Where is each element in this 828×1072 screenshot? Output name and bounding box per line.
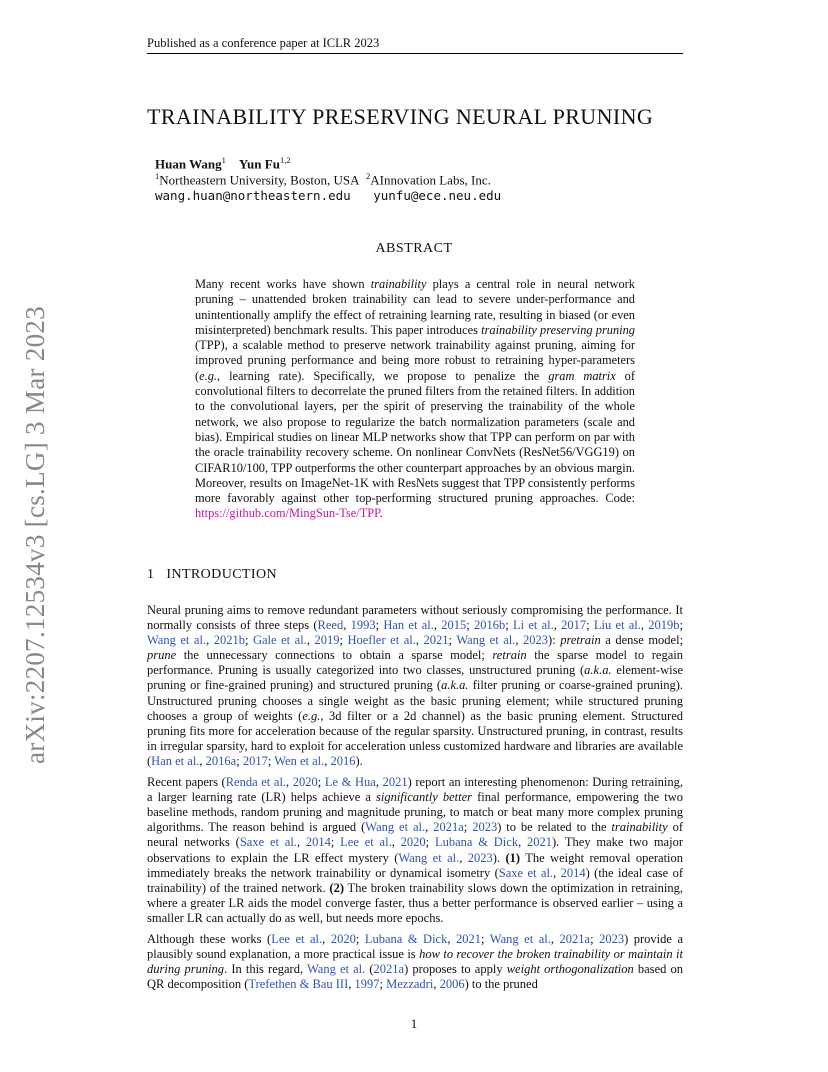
paper-title: TRAINABILITY PRESERVING NEURAL PRUNING bbox=[147, 104, 654, 129]
citation[interactable]: Reed bbox=[317, 618, 344, 633]
citation[interactable]: Wang et al. bbox=[365, 820, 426, 835]
citation[interactable]: Hoefler et al. bbox=[347, 633, 416, 648]
citation[interactable]: Saxe et al. bbox=[239, 835, 297, 850]
citation[interactable]: 2023 bbox=[599, 931, 625, 946]
citation[interactable]: Wen et al. bbox=[274, 753, 325, 768]
section-number: 1 bbox=[147, 567, 155, 582]
citation[interactable]: 2023 bbox=[472, 820, 498, 835]
citation[interactable]: Wang et al. bbox=[147, 633, 207, 648]
citation[interactable]: Wang et al. bbox=[398, 850, 460, 865]
paragraph-2: Recent papers (Renda et al., 2020; Le & Hua, 2021) report an interesting phenomenon: During retraining, a larger learning rate (LR) helps achieve a significantly better final performance, empowering the two baseline methods, random pruning and magnitude pruning, to match or beat many more complex pruning algorithms. The reason behind is argued (Wang et al., 2021a; 2023) to be related to the trainability of neural networks (Saxe et al., 2014; Lee et al., 2020; Lubana & Dick, 2021). They make two major observations to explain the LR effect mystery (Wang et al., 2023). (1) The weight removal operation immediately breaks the network trainability or dynamical isometry (Saxe et al., 2014) (the ideal case of trainability) of the trained network. (2) The broken trainability slows down the optimization in retraining, where a greater LR aids the model converge faster, thus a better performance is observed earlier – using a smaller LR can actually do as well, but needs more epochs. bbox=[147, 775, 684, 925]
email-1: wang.huan@northeastern.edu bbox=[155, 188, 351, 203]
citation[interactable]: 2021b bbox=[213, 633, 245, 648]
citation[interactable]: Wang et al. bbox=[456, 633, 516, 648]
citation[interactable]: Lubana & Dick bbox=[434, 835, 519, 850]
author-2-affil: 1,2 bbox=[279, 155, 291, 165]
citation[interactable]: 2021 bbox=[423, 633, 449, 648]
paragraph-3: Although these works (Lee et al., 2020; Lubana & Dick, 2021; Wang et al., 2021a; 2023) provide a plausibly sound explanation, a more practical issue is how to recover the broken trainability or maintain it during pruning. In this regard, Wang et al. (2021a) proposes to apply weight orthogonalization based on QR decomposition (Trefethen & Bau III, 1997; Mezzadri, 2006) to the pruned bbox=[147, 931, 684, 992]
citation[interactable]: 2020 bbox=[330, 931, 356, 946]
citation[interactable]: 2021 bbox=[456, 931, 482, 946]
citation[interactable]: Lee et al. bbox=[271, 931, 323, 946]
citation[interactable]: Wang et al. bbox=[306, 962, 366, 977]
section-title: INTRODUCTION bbox=[166, 567, 277, 582]
citation[interactable]: 2021 bbox=[382, 775, 408, 790]
citation[interactable]: 2021 bbox=[527, 835, 553, 850]
citation[interactable]: 2023 bbox=[467, 850, 493, 865]
citation[interactable]: 2017 bbox=[242, 753, 268, 768]
citation[interactable]: 1997 bbox=[354, 977, 380, 992]
section-heading bbox=[147, 567, 277, 583]
citation[interactable]: 2014 bbox=[560, 865, 586, 880]
header-rule bbox=[147, 53, 683, 54]
code-link[interactable]: https://github.com/MingSun-Tse/TPP bbox=[195, 506, 380, 521]
citation[interactable]: Renda et al. bbox=[225, 775, 287, 790]
running-header: Published as a conference paper at ICLR 2023 bbox=[147, 36, 380, 50]
citation[interactable]: Lubana & Dick bbox=[364, 931, 448, 946]
affil-1-marker: 1 bbox=[155, 171, 160, 181]
citation[interactable]: 2021a bbox=[433, 820, 464, 835]
citation[interactable]: 1993 bbox=[350, 618, 376, 633]
citation[interactable]: 2006 bbox=[439, 977, 465, 992]
citation[interactable]: Wang et al. bbox=[489, 931, 551, 946]
citation[interactable]: Li et al. bbox=[512, 618, 554, 633]
author-1-affil: 1 bbox=[221, 155, 226, 165]
citation[interactable]: 2016b bbox=[473, 618, 506, 633]
abstract-heading: ABSTRACT bbox=[375, 241, 453, 256]
citation[interactable]: Han et al. bbox=[383, 618, 434, 633]
affiliation-1: Northeastern University, Boston, USA bbox=[159, 172, 360, 188]
email-2: yunfu@ece.neu.edu bbox=[373, 188, 502, 203]
citation[interactable]: 2019 bbox=[314, 633, 340, 648]
citation[interactable]: Gale et al. bbox=[252, 633, 307, 648]
citation[interactable]: Saxe et al. bbox=[498, 865, 554, 880]
body-text bbox=[147, 603, 683, 998]
author-1: Huan Wang bbox=[155, 156, 222, 172]
affiliations bbox=[155, 171, 491, 188]
arxiv-stamp: arXiv:2207.12534v3 [cs.LG] 3 Mar 2023 bbox=[20, 305, 50, 764]
page-number: 1 bbox=[410, 1016, 418, 1031]
citation[interactable]: 2020 bbox=[400, 835, 426, 850]
affiliation-2: AInnovation Labs, Inc. bbox=[370, 172, 491, 188]
citation[interactable]: 2023 bbox=[523, 633, 549, 648]
citation[interactable]: Le & Hua bbox=[324, 775, 376, 790]
citation[interactable]: 2014 bbox=[305, 835, 331, 850]
citation[interactable]: Han et al. bbox=[151, 753, 200, 768]
citation[interactable]: Mezzadri bbox=[386, 977, 434, 992]
citation[interactable]: 2016 bbox=[330, 753, 356, 768]
citation[interactable]: 2021a bbox=[373, 962, 405, 977]
paragraph-1: Neural pruning aims to remove redundant parameters without seriously compromising the performance. It normally consists of three steps (Reed, 1993; Han et al., 2015; 2016b; Li et al., 2017; Liu et al., 2019b; Wang et al., 2021b; Gale et al., 2019; Hoefler et al., 2021; Wang et al., 2023): pretrain a dense model; prune the unnecessary connections to obtain a sparse model; retrain the sparse model to regain performance. Pruning is usually categorized into two classes, unstructured pruning (a.k.a. element-wise pruning or fine-grained pruning) and structured pruning (a.k.a. filter pruning or coarse-grained pruning). Unstructured pruning chooses a single weight as the basic pruning element; while structured pruning chooses a group of weights (e.g., 3d filter or a 2d channel) as the basic pruning element. Structured pruning fits more for acceleration because of the regular sparsity. Unstructured pruning, in contrast, results in irregular sparsity, hard to exploit for acceleration unless customized hardware and libraries are available (Han et al., 2016a; 2017; Wen et al., 2016). bbox=[147, 603, 684, 768]
citation[interactable]: Liu et al. bbox=[593, 618, 641, 633]
citation[interactable]: Lee et al. bbox=[340, 835, 392, 850]
abstract-text: Many recent works have shown trainability plays a central role in neural network pruning – unattended broken trainability can lead to severe under-performance and unintentionally amplify the effect of retraining learning rate, resulting in biased (or even misinterpreted) benchmark results. This paper introduces trainability preserving pruning (TPP), a scalable method to preserve network trainability against pruning, aiming for improved pruning performance and being more robust to retraining hyper-parameters (e.g., learning rate). Specifically, we propose to penalize the gram matrix of convolutional filters to decorrelate the pruned filters from the retained filters. In addition to the convolutional layers, per the spirit of preserving the trainability of the whole network, we also propose to regularize the batch normalization parameters (scale and bias). Empirical studies on linear MLP networks show that TPP can perform on par with the oracle trainability recovery scheme. On nonlinear ConvNets (ResNet56/VGG19) on CIFAR10/100, TPP outperforms the other counterpart approaches by an obvious margin. Moreover, results on ImageNet-1K with ResNets suggest that TPP consistently performs more favorably against other top-performing structured pruning approaches. Code: https://github.com/MingSun-Tse/TPP. bbox=[195, 277, 636, 521]
authors bbox=[155, 155, 291, 172]
citation[interactable]: 2019b bbox=[648, 618, 680, 633]
author-2: Yun Fu bbox=[238, 156, 280, 172]
citation[interactable]: 2016a bbox=[205, 753, 237, 768]
citation[interactable]: 2021a bbox=[559, 931, 591, 946]
citation[interactable]: 2015 bbox=[441, 618, 467, 633]
citation[interactable]: 2020 bbox=[292, 775, 318, 790]
affil-2-marker: 2 bbox=[366, 171, 371, 181]
emails bbox=[155, 188, 501, 203]
citation[interactable]: Trefethen & Bau III bbox=[248, 977, 349, 992]
citation[interactable]: 2017 bbox=[561, 618, 587, 633]
